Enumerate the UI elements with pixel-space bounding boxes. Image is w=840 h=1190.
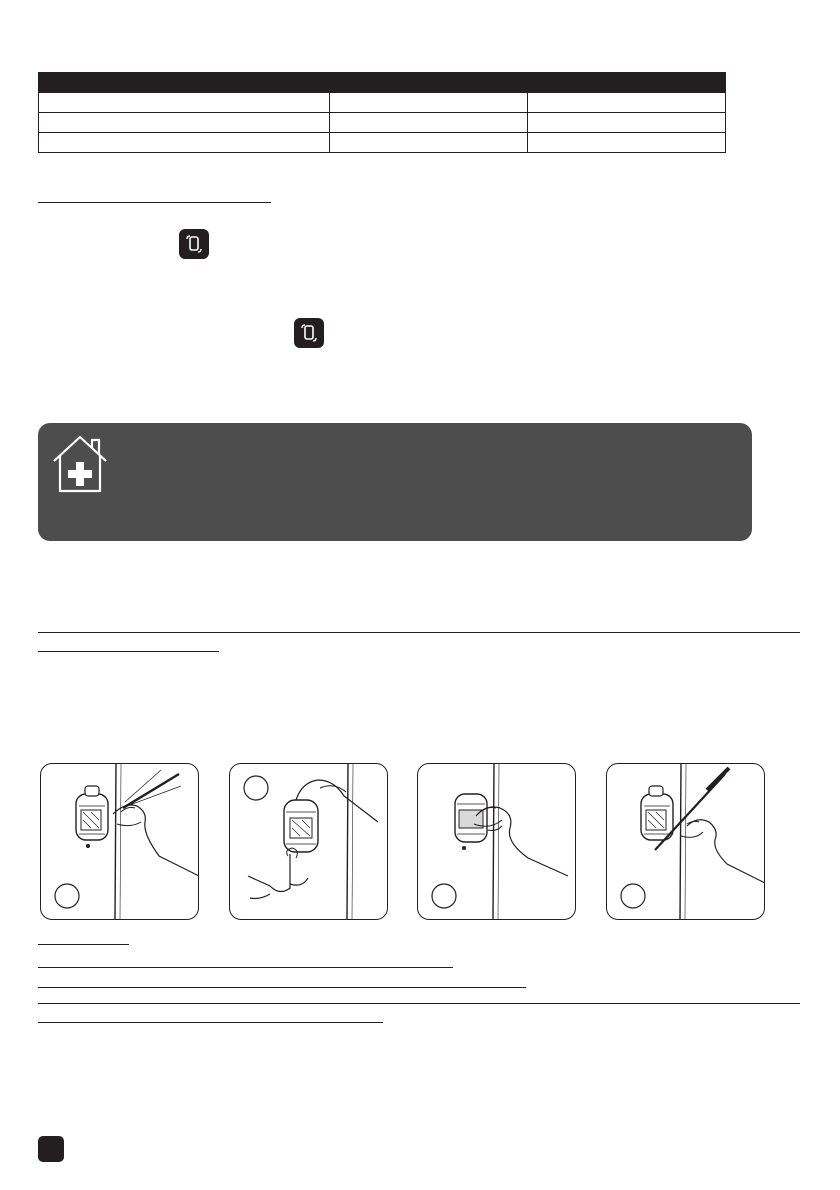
illustration-panel-2 [229, 763, 388, 920]
illustration-panel-4 [606, 763, 765, 920]
wall-sensor-screwdriver-icon [607, 764, 764, 919]
device-rotate-icon [179, 229, 209, 259]
section-heading-underline [38, 202, 271, 203]
table-cell [528, 113, 726, 133]
info-box [38, 423, 752, 541]
table-cell [330, 113, 528, 133]
table-row [39, 93, 726, 113]
page-number-badge [38, 1136, 64, 1162]
spec-table [38, 72, 726, 153]
table-cell [528, 93, 726, 113]
table-cell [330, 133, 528, 153]
illustration-panel-1 [40, 763, 199, 920]
text-underline [38, 944, 129, 945]
wall-sensor-press-icon [230, 764, 387, 919]
table-header-cell [39, 73, 330, 93]
table-cell [330, 93, 528, 113]
text-underline [38, 967, 453, 968]
section-divider [38, 1003, 800, 1004]
table-row [39, 133, 726, 153]
section-heading-underline [38, 651, 219, 652]
device-rotate-icon [294, 318, 324, 348]
table-header-cell [330, 73, 528, 93]
table-header-row [39, 73, 726, 93]
table-row [39, 113, 726, 133]
wall-sensor-battery-icon [418, 764, 575, 919]
section-divider [38, 632, 800, 633]
table-cell [39, 93, 330, 113]
text-underline [38, 987, 526, 988]
table-cell [39, 113, 330, 133]
text-underline [38, 1022, 383, 1023]
home-plus-icon [48, 431, 112, 495]
illustration-panel-3 [417, 763, 576, 920]
table-cell [528, 133, 726, 153]
table-header-cell [528, 73, 726, 93]
wall-sensor-cleaning-icon [41, 764, 198, 919]
table-cell [39, 133, 330, 153]
